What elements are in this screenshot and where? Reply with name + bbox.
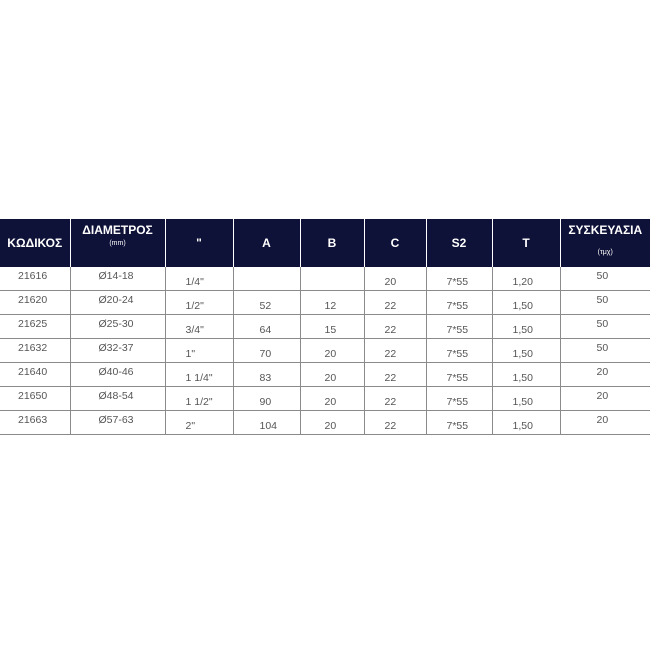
- s2-cell: 7*55: [426, 387, 492, 411]
- packaging-cell: 20: [560, 387, 650, 411]
- b-cell: 20: [300, 339, 364, 363]
- header-inch: ": [165, 219, 233, 267]
- code-cell: 21625: [0, 315, 70, 339]
- b-cell: 12: [300, 291, 364, 315]
- a-cell: 104: [233, 411, 300, 435]
- code-cell: 21620: [0, 291, 70, 315]
- a-cell: 90: [233, 387, 300, 411]
- b-cell: [300, 267, 364, 291]
- header-a: A: [233, 219, 300, 267]
- inch-cell: 2": [165, 411, 233, 435]
- header-diameter: ΔΙΑΜΕΤΡΟΣ (mm): [70, 219, 165, 267]
- packaging-cell: 50: [560, 267, 650, 291]
- inch-cell: 1": [165, 339, 233, 363]
- diameter-cell: Ø32-37: [70, 339, 165, 363]
- s2-cell: 7*55: [426, 267, 492, 291]
- table-row: [0, 315, 650, 339]
- s2-cell: 7*55: [426, 291, 492, 315]
- c-cell: 22: [364, 363, 426, 387]
- t-cell: 1,50: [492, 291, 560, 315]
- a-cell: 52: [233, 291, 300, 315]
- table-header: [0, 219, 650, 267]
- table-row: [0, 363, 650, 387]
- diameter-cell: Ø25-30: [70, 315, 165, 339]
- code-cell: 21616: [0, 267, 70, 291]
- table-row: [0, 291, 650, 315]
- c-cell: 22: [364, 315, 426, 339]
- diameter-cell: Ø14-18: [70, 267, 165, 291]
- code-cell: 21663: [0, 411, 70, 435]
- s2-cell: 7*55: [426, 411, 492, 435]
- packaging-cell: 20: [560, 363, 650, 387]
- header-code: ΚΩΔΙΚΟΣ: [0, 219, 70, 267]
- t-cell: 1,50: [492, 339, 560, 363]
- inch-cell: 1 1/2": [165, 387, 233, 411]
- t-cell: 1,20: [492, 267, 560, 291]
- diameter-cell: Ø57-63: [70, 411, 165, 435]
- diameter-cell: Ø48-54: [70, 387, 165, 411]
- packaging-cell: 50: [560, 291, 650, 315]
- a-cell: 83: [233, 363, 300, 387]
- c-cell: 22: [364, 291, 426, 315]
- inch-cell: 1 1/4": [165, 363, 233, 387]
- table-body: [0, 267, 650, 435]
- b-cell: 15: [300, 315, 364, 339]
- code-cell: 21650: [0, 387, 70, 411]
- code-cell: 21632: [0, 339, 70, 363]
- s2-cell: 7*55: [426, 339, 492, 363]
- a-cell: 64: [233, 315, 300, 339]
- inch-cell: 1/2": [165, 291, 233, 315]
- table-row: [0, 339, 650, 363]
- header-t: T: [492, 219, 560, 267]
- product-spec-table: [0, 219, 650, 435]
- diameter-cell: Ø20-24: [70, 291, 165, 315]
- table-row: [0, 387, 650, 411]
- packaging-cell: 50: [560, 339, 650, 363]
- a-cell: [233, 267, 300, 291]
- t-cell: 1,50: [492, 315, 560, 339]
- c-cell: 22: [364, 411, 426, 435]
- t-cell: 1,50: [492, 411, 560, 435]
- header-b: B: [300, 219, 364, 267]
- s2-cell: 7*55: [426, 363, 492, 387]
- b-cell: 20: [300, 363, 364, 387]
- packaging-cell: 20: [560, 411, 650, 435]
- inch-cell: 1/4": [165, 267, 233, 291]
- header-c: C: [364, 219, 426, 267]
- t-cell: 1,50: [492, 387, 560, 411]
- c-cell: 22: [364, 387, 426, 411]
- s2-cell: 7*55: [426, 315, 492, 339]
- b-cell: 20: [300, 387, 364, 411]
- code-cell: 21640: [0, 363, 70, 387]
- header-s2: S2: [426, 219, 492, 267]
- header-row: [0, 219, 650, 267]
- c-cell: 22: [364, 339, 426, 363]
- b-cell: 20: [300, 411, 364, 435]
- header-packaging: ΣΥΣΚΕΥΑΣΙΑ (τμχ): [560, 219, 650, 267]
- c-cell: 20: [364, 267, 426, 291]
- inch-cell: 3/4": [165, 315, 233, 339]
- t-cell: 1,50: [492, 363, 560, 387]
- table-row: [0, 267, 650, 291]
- diameter-cell: Ø40-46: [70, 363, 165, 387]
- a-cell: 70: [233, 339, 300, 363]
- packaging-cell: 50: [560, 315, 650, 339]
- table-row: [0, 411, 650, 435]
